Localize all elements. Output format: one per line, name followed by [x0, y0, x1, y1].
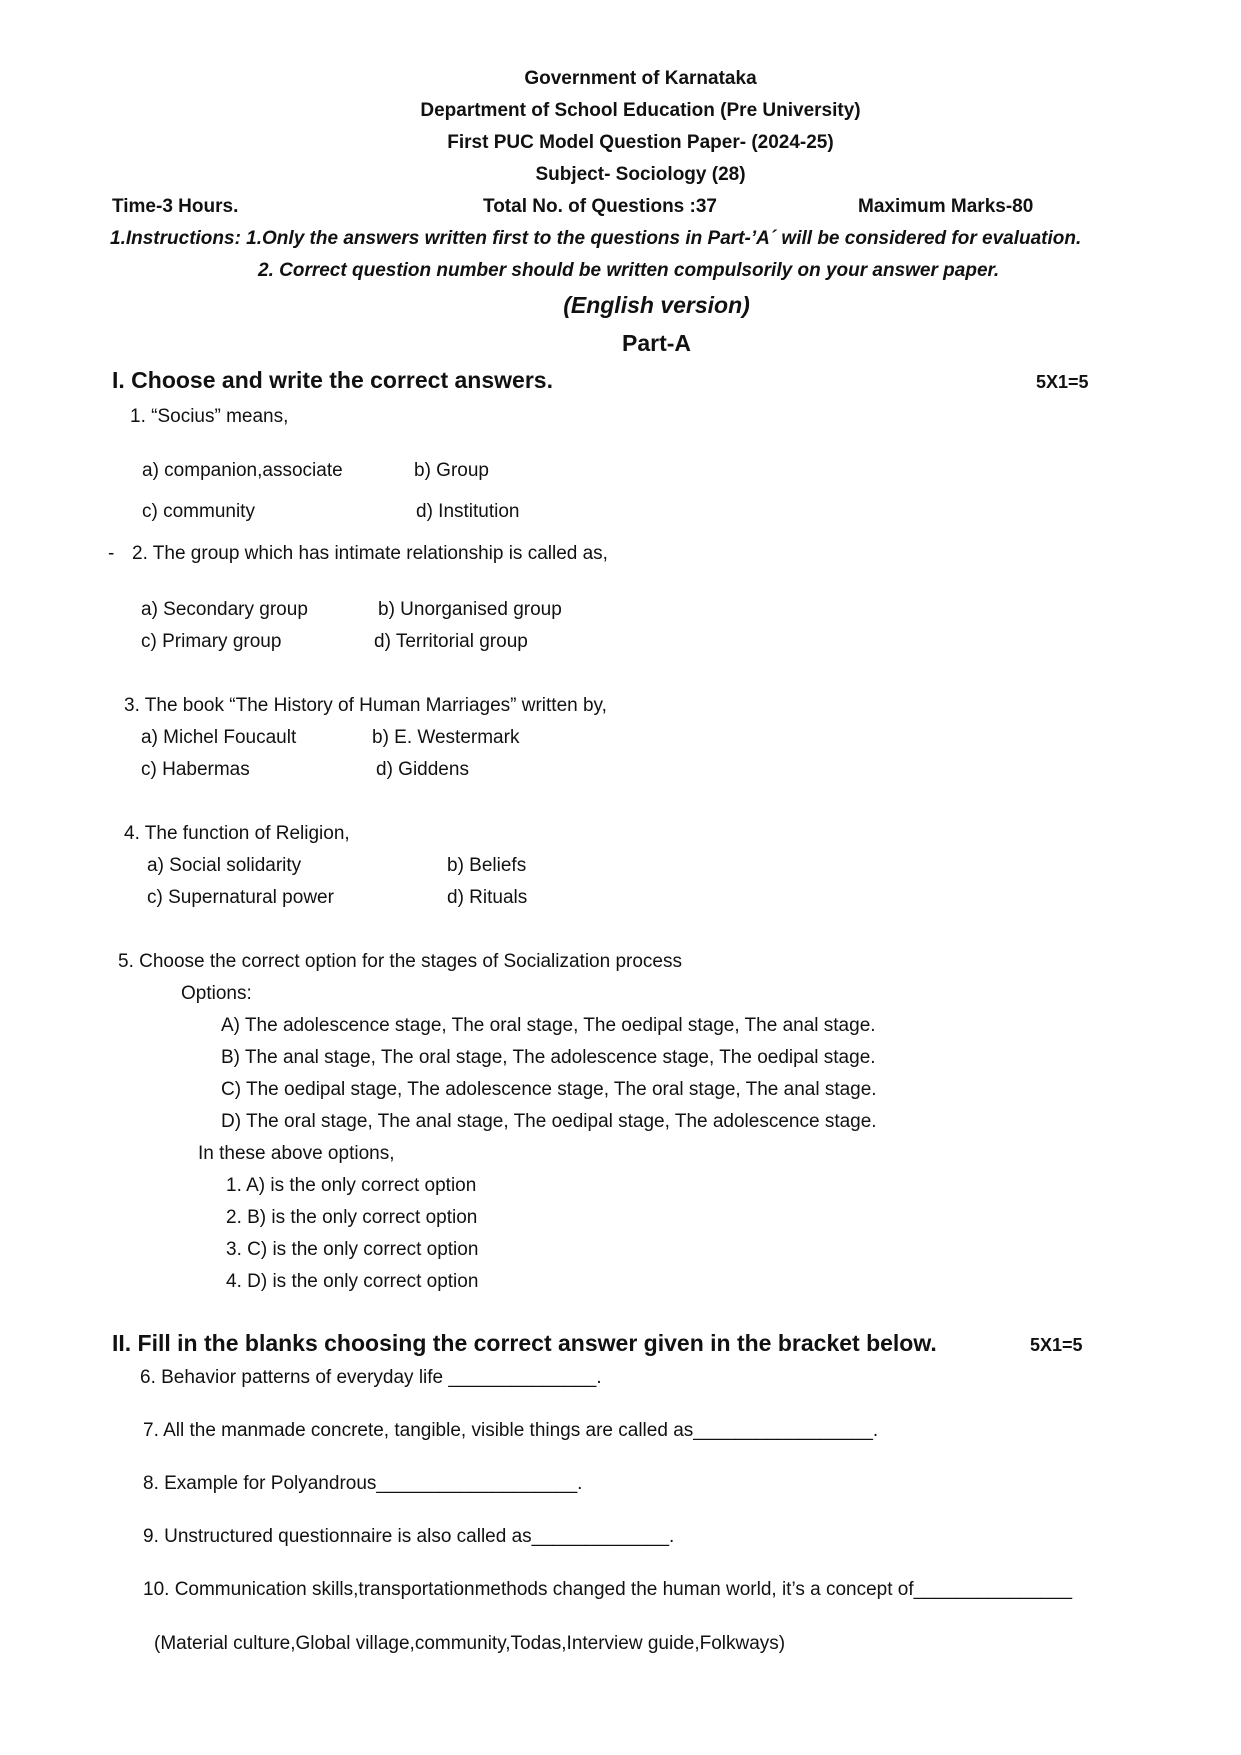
q3-text: 3. The book “The History of Human Marriages” written by,: [124, 695, 607, 716]
english-version-label: (English version): [563, 292, 750, 318]
header-paper-title: First PUC Model Question Paper- (2024-25): [447, 132, 834, 153]
part-a-label: Part-A: [621, 330, 691, 356]
q1-option-a: a) companion,associate: [142, 460, 343, 481]
q5-choice-4: 4. D) is the only correct option: [226, 1271, 479, 1292]
q5-in-these-label: In these above options,: [198, 1143, 395, 1164]
q3-option-d: d) Giddens: [376, 759, 469, 780]
q7-text: 7. All the manmade concrete, tangible, visible things are called as_________________.: [143, 1420, 879, 1441]
fill-in-bracket-options: (Material culture,Global village,community,Todas,Interview guide,Folkways): [154, 1633, 786, 1654]
q4-option-d: d) Rituals: [447, 887, 528, 908]
section-2-title: II. Fill in the blanks choosing the correct answer given in the bracket below.: [112, 1330, 937, 1356]
header-subject: Subject- Sociology (28): [535, 164, 746, 185]
q2-option-c: c) Primary group: [141, 631, 282, 652]
q2-option-a: a) Secondary group: [141, 599, 308, 620]
time-label: Time-3 Hours.: [112, 196, 239, 217]
q4-option-b: b) Beliefs: [447, 855, 527, 876]
q5-text: 5. Choose the correct option for the stages of Socialization process: [118, 951, 682, 972]
q2-option-b: b) Unorganised group: [378, 599, 562, 620]
q9-text: 9. Unstructured questionnaire is also called as_____________.: [143, 1526, 675, 1547]
section-2-marks: 5X1=5: [1030, 1335, 1083, 1355]
instruction-line-2: 2. Correct question number should be written compulsorily on your answer paper.: [258, 260, 1000, 281]
q5-option-C: C) The oedipal stage, The adolescence stage, The oral stage, The anal stage.: [221, 1079, 877, 1100]
q4-option-c: c) Supernatural power: [147, 887, 334, 908]
q4-text: 4. The function of Religion,: [124, 823, 350, 844]
q1-text: 1. “Socius” means,: [130, 406, 289, 427]
q5-option-A: A) The adolescence stage, The oral stage, The oedipal stage, The anal stage.: [221, 1015, 876, 1036]
header-government: Government of Karnataka: [524, 68, 757, 89]
q5-choice-3: 3. C) is the only correct option: [226, 1239, 479, 1260]
header-department: Department of School Education (Pre University): [420, 100, 861, 121]
q1-option-b: b) Group: [414, 460, 489, 481]
section-1-title: I. Choose and write the correct answers.: [112, 367, 553, 393]
total-questions-label: Total No. of Questions :37: [483, 196, 717, 217]
q1-option-d: d) Institution: [416, 501, 520, 522]
q5-option-B: B) The anal stage, The oral stage, The adolescence stage, The oedipal stage.: [221, 1047, 876, 1068]
q1-option-c: c) community: [142, 501, 255, 522]
q2-text: 2. The group which has intimate relationship is called as,: [132, 543, 608, 564]
q4-option-a: a) Social solidarity: [147, 855, 302, 876]
q5-option-D: D) The oral stage, The anal stage, The oedipal stage, The adolescence stage.: [221, 1111, 877, 1132]
max-marks-label: Maximum Marks-80: [858, 196, 1034, 217]
q2-dash: -: [108, 543, 115, 564]
section-1-marks: 5X1=5: [1036, 372, 1089, 392]
q3-option-c: c) Habermas: [141, 759, 250, 780]
q3-option-b: b) E. Westermark: [372, 727, 520, 748]
q8-text: 8. Example for Polyandrous___________________.: [143, 1473, 583, 1494]
q5-choice-2: 2. B) is the only correct option: [226, 1207, 478, 1228]
q5-choice-1: 1. A) is the only correct option: [226, 1175, 477, 1196]
instruction-line-1: 1.Instructions: 1.Only the answers written first to the questions in Part-’A´ will be considered for evaluation.: [110, 228, 1082, 249]
q2-option-d: d) Territorial group: [374, 631, 528, 652]
q6-text: 6. Behavior patterns of everyday life ______________.: [140, 1367, 602, 1388]
q5-options-label: Options:: [181, 983, 252, 1004]
q3-option-a: a) Michel Foucault: [141, 727, 297, 748]
q10-text: 10. Communication skills,transportationmethods changed the human world, it’s a concept of_______________: [143, 1579, 1073, 1600]
